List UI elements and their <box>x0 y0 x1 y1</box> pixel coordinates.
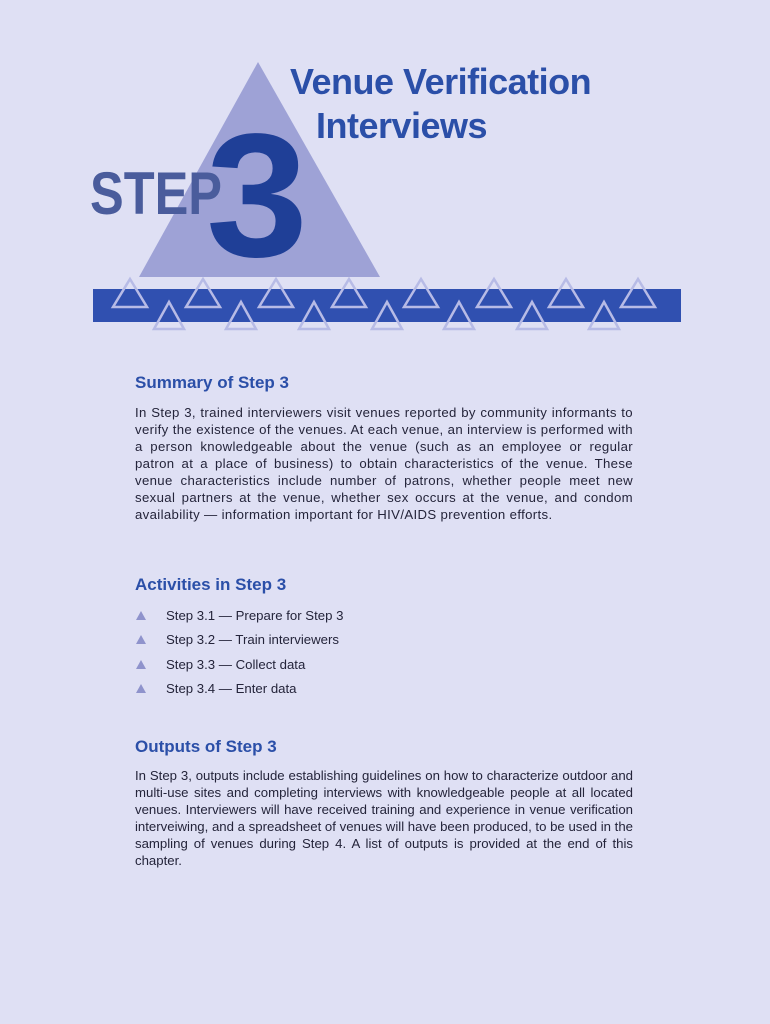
activity-label: Step 3.1 — Prepare for Step 3 <box>166 607 344 623</box>
activity-label: Step 3.3 — Collect data <box>166 656 306 672</box>
list-item <box>135 603 343 628</box>
triangle-bullet-icon <box>136 635 146 644</box>
list-item <box>135 652 343 677</box>
activity-label: Step 3.4 — Enter data <box>166 681 297 697</box>
activities-list <box>135 603 343 701</box>
activity-label: Step 3.2 — Train interviewers <box>166 632 339 648</box>
list-item <box>135 628 343 653</box>
triangle-bullet-icon <box>136 660 146 669</box>
activities-heading: Activities in Step 3 <box>135 575 287 594</box>
step-number: 3 <box>206 98 308 294</box>
outputs-paragraph: In Step 3, outputs include establishing guidelines on how to characterize outdoor and multi-use sites and completing interviews with knowledgeable people at all located venues. Interviewers will have received training and experience in venue verification interveiwing, and a spreadsheet of venues will have been produced, to be used in the sampling of venues during Step 4. A list of outputs is provided at the end of this chapter. <box>135 768 633 868</box>
page-title-line-2: Interviews <box>316 105 488 146</box>
summary-heading: Summary of Step 3 <box>135 373 289 392</box>
triangle-band <box>93 279 681 329</box>
triangle-bullet-icon <box>136 611 146 620</box>
triangle-bullet-icon <box>136 684 146 693</box>
page-title-line-1: Venue Verification <box>290 61 592 102</box>
outputs-heading: Outputs of Step 3 <box>135 737 277 756</box>
list-item <box>135 677 343 702</box>
header-graphic <box>0 0 770 340</box>
step-word: STEP <box>90 160 222 227</box>
summary-paragraph: In Step 3, trained interviewers visit venues reported by community informants to verify the existence of the venues. At each venue, an interview is performed with a person knowledgeable about the venue (such as an employee or regular patron at a place of business) to obtain characteristics of the venue. These venue characteristics include number of patrons, whether people meet new sexual partners at the venue, whether sex occurs at the venue, and condom availability — information important for HIV/AIDS prevention efforts. <box>135 405 633 522</box>
